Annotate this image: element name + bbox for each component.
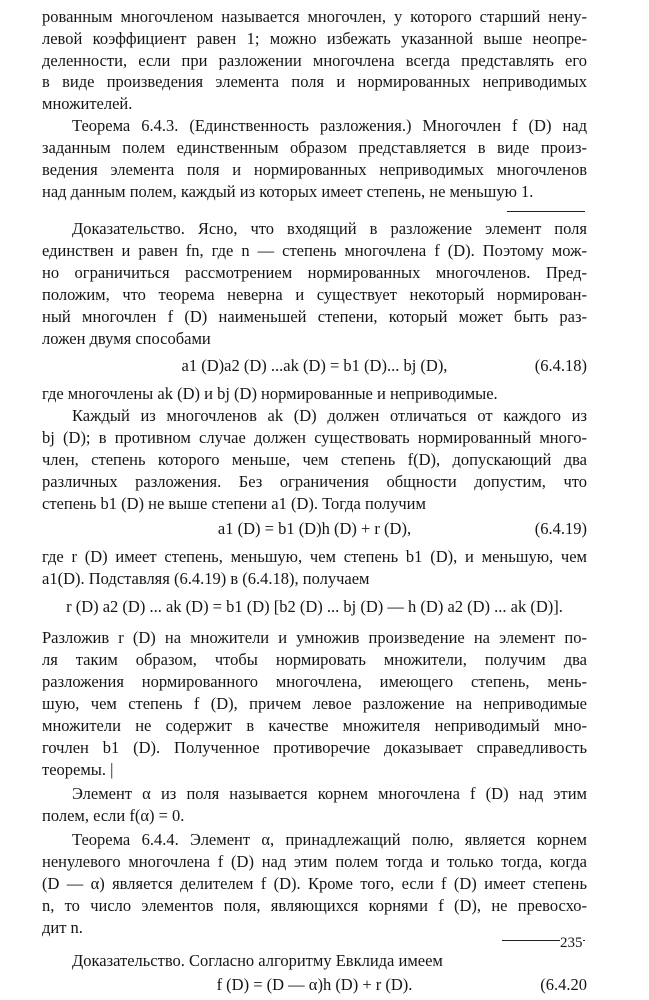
text-line: различных разложения. Без ограничения общности допустим, что <box>42 472 587 491</box>
proof-line: Доказательство. Ясно, что входящий в разложение элемент поля <box>72 219 587 238</box>
text-line: ведения элемента поля и нормированных неприводимых многочленов <box>42 160 587 179</box>
equation-6-4-18 <box>42 355 587 377</box>
text-line: теоремы. | <box>42 760 114 779</box>
text-line: но ограничиться рассмотрением нормированных многочленов. Пред- <box>42 263 587 282</box>
text-line: положим, что теорема неверна и существует некоторый нормирован- <box>42 285 587 304</box>
text-line: множители не содержит в качестве множителя неприводимый мно- <box>42 716 587 735</box>
page-number: 235 <box>560 935 583 951</box>
theorem-end-rule <box>507 211 585 212</box>
text-line: рованным многочленом называется многочлен, у которого старший нену- <box>42 7 587 26</box>
theorem-heading-line: Теорема 6.4.3. (Единственность разложения.) Многочлен f (D) над <box>72 116 587 135</box>
text-line: единствен и равен fn, где n — степень многочлена f (D). Поэтому мож- <box>42 241 587 260</box>
text-line: bj (D); в противном случае должен существовать нормированный много- <box>42 428 587 447</box>
text-line: Разложив r (D) на множители и умножив произведение на элемент по- <box>42 628 587 647</box>
text-line: над данным полем, каждый из которых имеет степень, не меньшую 1. <box>42 182 534 201</box>
text-line: гочлен b1 (D). Полученное противоречие доказывает справедливость <box>42 738 587 757</box>
equation-formula: f (D) = (D — α)h (D) + r (D). <box>216 975 413 994</box>
equation-number: (6.4.19) <box>534 519 587 538</box>
equation-formula: a1 (D) = b1 (D)h (D) + r (D), <box>217 519 412 538</box>
text-line: ля таким образом, чтобы нормировать множители, получим два <box>42 650 587 669</box>
proof-line: Доказательство. Согласно алгоритму Евклида имеем <box>72 951 443 970</box>
text-line: степень b1 (D) не выше степени a1 (D). Тогда получим <box>42 494 426 513</box>
text-line: Каждый из многочленов ak (D) должен отличаться от каждого из <box>72 406 587 425</box>
text-line: шую, чем степень f (D), причем левое разложение на неприводимые <box>42 694 587 713</box>
text-line: множителей. <box>42 94 133 113</box>
text-line: заданным полем единственным образом представляется в виде произ- <box>42 138 587 157</box>
text-line: a1(D). Подставляя (6.4.19) в (6.4.18), получаем <box>42 569 370 588</box>
theorem-heading-line: Теорема 6.4.4. Элемент α, принадлежащий полю, является корнем <box>72 830 587 849</box>
text-line: в виде произведения элемента поля и нормированных неприводимых <box>42 72 587 91</box>
text-line: левой коэффициент равен 1; можно избежать указанной выше неопре- <box>42 29 587 48</box>
text-line: n, то число элементов поля, являющихся корнями f (D), не превосхо- <box>42 896 587 915</box>
equation-number: (6.4.20 <box>540 975 587 994</box>
text-line: разложения нормированного многочлена, имеющего степень, мень- <box>42 672 587 691</box>
text-line: полем, если f(α) = 0. <box>42 806 185 825</box>
text-line: деленности, если при разложении многочлена всегда представлять его <box>42 51 587 70</box>
text-line: ложен двумя способами <box>42 329 211 348</box>
equation-6-4-20 <box>42 974 587 996</box>
text-line: Элемент α из поля называется корнем многочлена f (D) над этим <box>72 784 587 803</box>
text-line: дит n. <box>42 918 83 937</box>
equation-6-4-19 <box>42 518 587 540</box>
text-line: (D — α) является делителем f (D). Кроме того, если f (D) имеет степень <box>42 874 587 893</box>
text-line: где многочлены ak (D) и bj (D) нормированные и неприводимые. <box>42 384 498 403</box>
equation-formula: r (D) a2 (D) ... ak (D) = b1 (D) [b2 (D) ... bj (D) — h (D) a2 (D) ... ak (D)]. <box>66 597 563 616</box>
text-line: где r (D) имеет степень, меньшую, чем степень b1 (D), и меньшую, чем <box>42 547 587 566</box>
equation-unnumbered <box>42 596 587 618</box>
text-line: ненулевого многочлена f (D) над этим полем тогда и только тогда, когда <box>42 852 587 871</box>
equation-number: (6.4.18) <box>534 356 587 375</box>
text-line: ный многочлен f (D) наименьшей степени, который может быть раз- <box>42 307 587 326</box>
equation-formula: a1 (D)a2 (D) ...ak (D) = b1 (D)... bj (D), <box>181 356 448 375</box>
text-line: член, степень которого меньше, чем степень f(D), допускающий два <box>42 450 587 469</box>
